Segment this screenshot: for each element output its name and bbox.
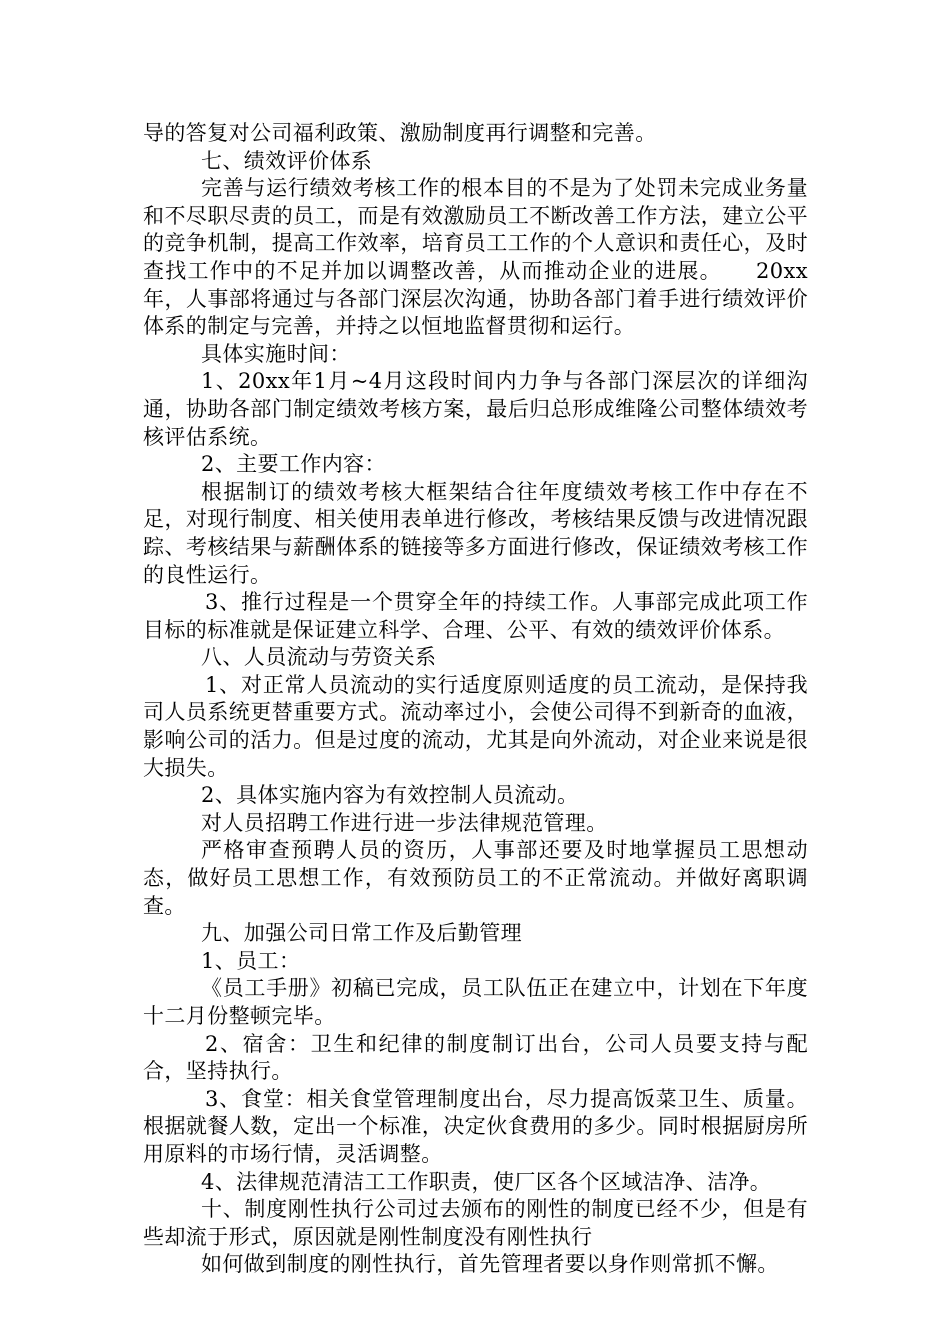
paragraph: 具体实施时间： (201, 341, 351, 366)
section-heading: 九、加强公司日常工作及后勤管理 (201, 921, 522, 946)
paragraph: 完善与运行绩效考核工作的根本目的不是为了处罚未完成业务量和不尽职尽责的员工，而是有效激励员工不断改善工作方法，建立公平的竞争机制，提高工作效率，培育员工工作的个人意识和责任心，及时查找工作中的不足并加以调整改善，从而推动企业的进展。 20xx年，人事部将通过与各部门深层次沟通，协助各部门着手进行绩效评价体系的制定与完善，并持之以恒地监督贯彻和运行。 (143, 176, 808, 339)
paragraph: 导的答复对公司福利政策、激励制度再行调整和完善。 (143, 121, 657, 145)
section-heading: 八、人员流动与劳资关系 (201, 645, 437, 670)
paragraph: 严格审查预聘人员的资历，人事部还要及时地掌握员工思想动态，做好员工思想工作，有效预防员工的不正常流动。并做好离职调查。 (143, 838, 808, 918)
paragraph: 对人员招聘工作进行进一步法律规范管理。 (201, 810, 608, 835)
paragraph: 1、20xx年1月~4月这段时间内力争与各部门深层次的详细沟通，协助各部门制定绩效考核方案，最后归总形成维隆公司整体绩效考核评估系统。 (143, 369, 808, 449)
paragraph: 4、法律规范清洁工工作职责，使厂区各个区域洁净、洁净。 (201, 1169, 772, 1194)
document-body (143, 120, 808, 1279)
paragraph: 《员工手册》初稿已完成，员工队伍正在建立中，计划在下年度十二月份整顿完毕。 (143, 976, 808, 1028)
section-heading: 七、绩效评价体系 (201, 148, 373, 173)
paragraph: 2、主要工作内容： (201, 452, 386, 477)
paragraph: 如何做到制度的刚性执行，首先管理者要以身作则常抓不懈。 (201, 1252, 779, 1277)
paragraph: 根据制订的绩效考核大框架结合往年度绩效考核工作中存在不足，对现行制度、相关使用表单进行修改，考核结果反馈与改进情况跟踪、考核结果与薪酬体系的链接等多方面进行修改，保证绩效考核工作的良性运行。 (143, 479, 808, 587)
paragraph: 1、员工： (201, 948, 301, 973)
paragraph: 1、对正常人员流动的实行适度原则适度的员工流动，是保持我司人员系统更替重要方式。流动率过小，会使公司得不到新奇的血液，影响公司的活力。但是过度的流动，尤其是向外流动，对企业来说是很大损失。 (143, 672, 808, 780)
paragraph: 2、具体实施内容为有效控制人员流动。 (201, 783, 579, 808)
paragraph: 3、推行过程是一个贯穿全年的持续工作。人事部完成此项工作目标的标准就是保证建立科学、合理、公平、有效的绩效评价体系。 (143, 590, 808, 642)
paragraph: 2、宿舍：卫生和纪律的制度制订出台，公司人员要支持与配合，坚持执行。 (143, 1031, 808, 1084)
paragraph: 3、食堂：相关食堂管理制度出台，尽力提高饭菜卫生、质量。根据就餐人数，定出一个标准，决定伙食费用的多少。同时根据厨房所用原料的市场行情，灵活调整。 (143, 1086, 808, 1166)
paragraph: 十、制度刚性执行公司过去颁布的刚性的制度已经不少，但是有些却流于形式，原因就是刚性制度没有刚性执行 (143, 1197, 808, 1249)
